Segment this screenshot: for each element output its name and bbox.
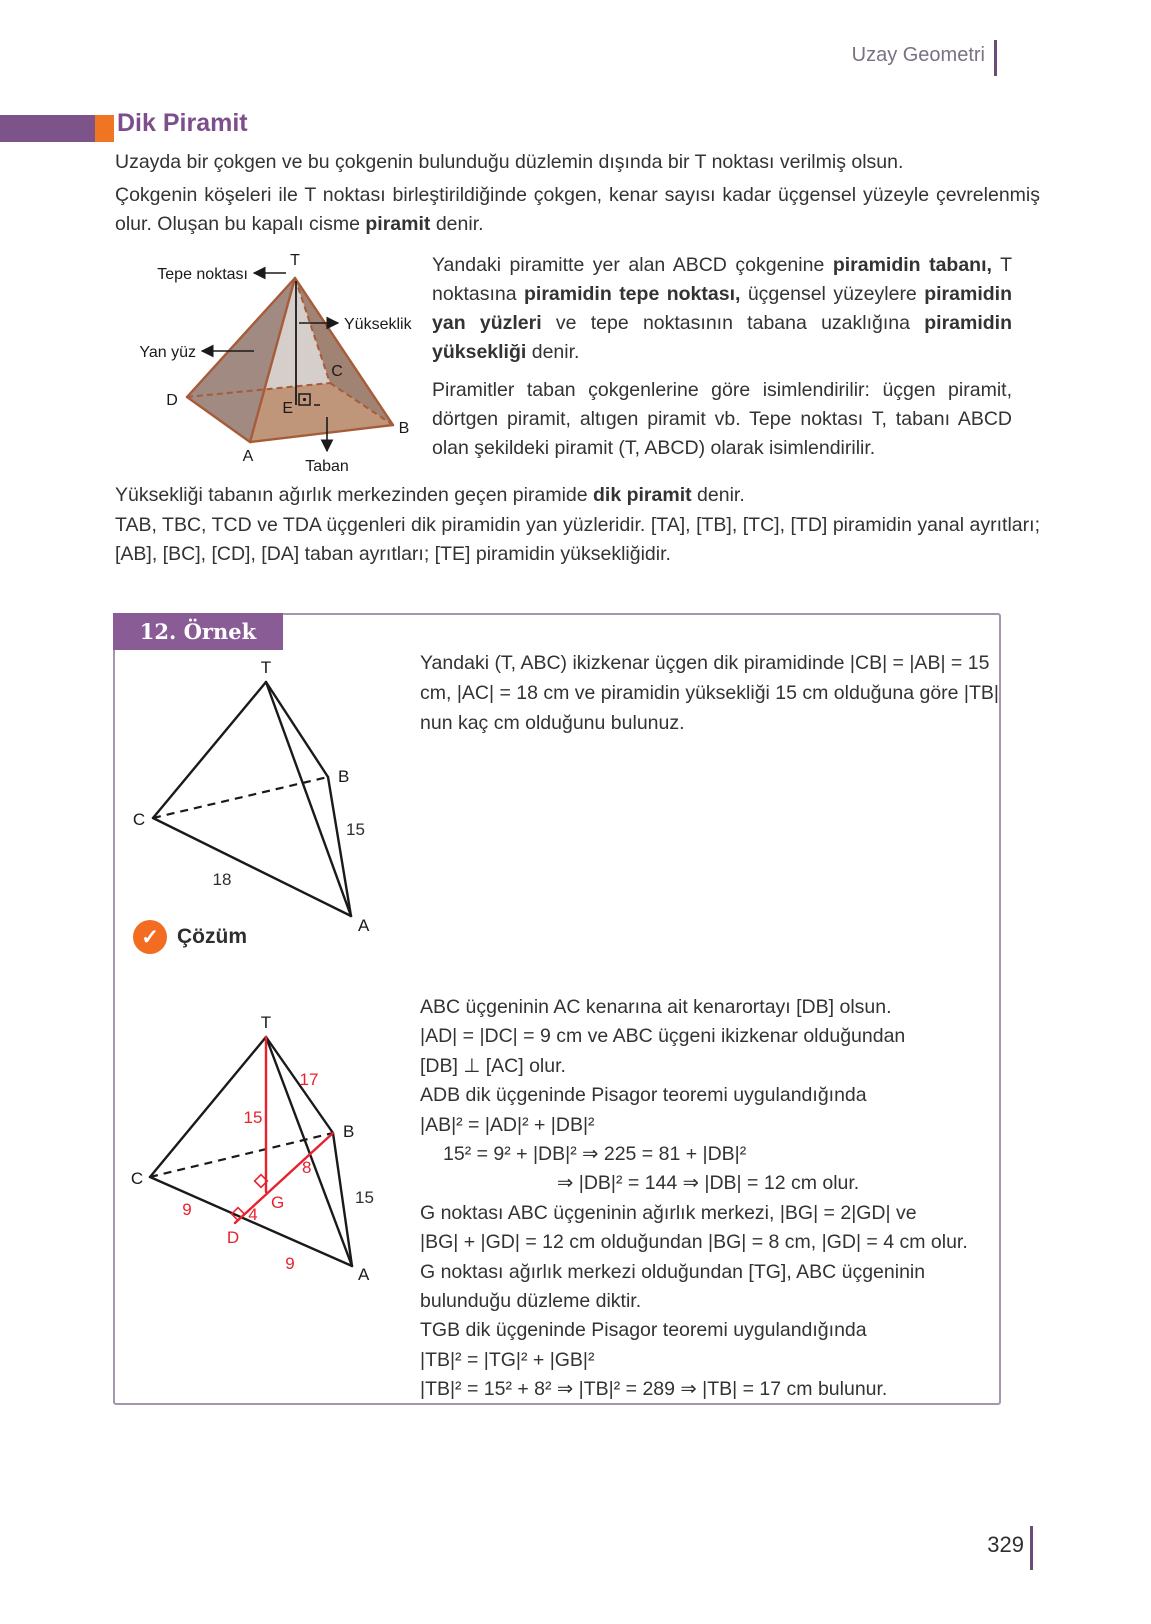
example-figure — [125, 635, 425, 935]
ex-vertex-C: C — [132, 810, 146, 829]
intro-p2-text: Çokgenin köşeleri ile T noktası birleştirildiğinde çokgen, kenar sayısı kadar üçgensel yüzeyle çevrelenmiş olur. Oluşan bu kapalı cisme — [115, 184, 1040, 235]
solution-line: |AB|² = |AD|² + |DB|² — [420, 1113, 595, 1136]
solution-line: |BG| + |GD| = 12 cm olduğundan |BG| = 8 cm, |GD| = 4 cm olur. — [420, 1231, 968, 1254]
vertex-A-label: A — [242, 448, 254, 465]
intro-paragraph-1: Uzayda bir çokgen ve bu çokgenin bulunduğu düzlemin dışında bir T noktası verilmiş olsun. — [115, 151, 904, 173]
ex-vertex-T: T — [260, 658, 272, 677]
side-callout-label: Yan yüz — [139, 344, 196, 361]
def-bold-yanyuz: piramidin yan yüzleri — [432, 283, 1012, 334]
solution-line: ADB dik üçgeninde Pisagor teoremi uygulandığında — [420, 1084, 867, 1107]
dik-text-1: Yüksekliği tabanın ağırlık merkezinden geçen piramide — [115, 484, 594, 506]
intro-paragraph-2 — [115, 181, 1040, 239]
sol-vertex-C: C — [130, 1169, 144, 1188]
solution-line: 15² = 9² + |DB|² ⇒ 225 = 81 + |DB|² — [443, 1143, 747, 1166]
section-accent-square — [95, 115, 114, 142]
header-divider-bar — [994, 40, 997, 76]
ex-vertex-B: B — [338, 767, 350, 786]
def-text-2: T noktasına — [432, 254, 1012, 305]
naming-paragraph: Piramitler taban çokgenlerine göre isimlendirilir: üçgen piramit, dörtgen piramit, altıgen piramit vb. Tepe noktası T, tabanı ABCD olan şekildeki piramit (T, ABCD) olarak isimlendirilir. — [432, 379, 1012, 459]
ex-vertex-A: A — [358, 916, 370, 935]
edges-paragraph: TAB, TBC, TCD ve TDA üçgenleri dik piramidin yan yüzleridir. [TA], [TB], [TC], [TD] piramidin yanal ayrıtları; [AB], [BC], [CD], [DA] taban ayrıtları; [TE] piramidin yüksekliğidir. — [115, 514, 1040, 565]
sol-measure-dg: 4 — [248, 1205, 258, 1224]
ex-edge-CT — [153, 682, 266, 818]
def-bold-yukseklik: piramidin yüksekliği — [432, 312, 1012, 363]
chapter-header: Uzay Geometri — [851, 44, 985, 66]
sol-edge-AB — [333, 1133, 352, 1266]
height-callout-label: Yükseklik — [344, 316, 412, 333]
intro-p2-tail: denir. — [430, 213, 484, 235]
solution-line: G noktası ABC üçgeninin ağırlık merkezi, |BG| = 2|GD| ve — [420, 1201, 917, 1224]
definition-paragraph — [432, 251, 1012, 367]
section-title: Dik Piramit — [117, 109, 248, 137]
solution-line: |TB|² = |TG|² + |GB|² — [420, 1348, 595, 1371]
sol-vertex-D: D — [226, 1228, 240, 1247]
pyramid-figure — [112, 245, 442, 477]
vertex-D-label: D — [166, 392, 178, 409]
solution-line: G noktası ağırlık merkezi olduğundan [TG], ABC üçgeninin — [420, 1260, 926, 1283]
sol-vertex-G: G — [271, 1193, 285, 1212]
def-text-3: üçgensel yüzeylere — [740, 283, 925, 305]
solution-line: ⇒ |DB|² = 144 ⇒ |DB| = 12 cm olur. — [557, 1172, 860, 1195]
check-icon: ✓ — [133, 920, 167, 954]
dik-piramit-paragraph — [115, 481, 1040, 510]
sol-vertex-A: A — [358, 1265, 370, 1283]
ex-measure-ab: 15 — [346, 820, 365, 839]
sol-measure-tb: 17 — [299, 1070, 319, 1089]
sol-edge-CT — [150, 1037, 266, 1177]
right-angle-dot — [303, 398, 306, 401]
solution-line: ABC üçgeninin AC kenarına ait kenarortayı [DB] olsun. — [420, 996, 892, 1018]
sol-measure-ab: 15 — [355, 1188, 374, 1207]
dik-text-2: denir. — [691, 484, 745, 506]
def-bold-taban: piramidin tabanı, — [832, 254, 992, 276]
ex-measure-ca: 18 — [212, 870, 232, 889]
solution-heading — [133, 920, 247, 954]
vertex-E-label: E — [282, 400, 293, 417]
sol-vertex-T: T — [260, 1013, 272, 1032]
page-number-bar — [1030, 1526, 1033, 1570]
example-problem-text: Yandaki (T, ABC) ikizkenar üçgen dik piramidinde |CB| = |AB| = 15 cm, |AC| = 18 cm ve piramidin yüksekliği 15 cm olduğuna göre |TB| nun kaç cm olduğunu bulunuz. — [420, 652, 999, 734]
def-text-5: denir. — [526, 341, 580, 363]
def-text-4: ve tepe noktasının tabana uzaklığına — [541, 312, 925, 334]
vertex-B-label: B — [398, 420, 410, 437]
intro-p2-bold: piramit — [365, 213, 431, 235]
apex-callout-label: Tepe noktası — [157, 266, 248, 283]
sol-measure-tg: 15 — [243, 1108, 263, 1127]
solution-line: bulunduğu düzleme diktir. — [420, 1290, 642, 1313]
def-bold-tepe: piramidin tepe noktası, — [524, 283, 741, 305]
solution-heading-label: Çözüm — [177, 925, 247, 948]
sol-measure-gb: 8 — [302, 1158, 312, 1177]
solution-line: TGB dik üçgeninde Pisagor teoremi uygulandığında — [420, 1319, 867, 1342]
vertex-T-label: T — [290, 252, 300, 269]
example-tab: 12. Örnek — [113, 613, 283, 650]
vertex-C-label: C — [331, 363, 343, 380]
section-accent-bar — [0, 115, 95, 142]
def-text-1: Yandaki piramitte yer alan ABCD çokgenine — [432, 254, 833, 276]
page-number: 329 — [987, 1532, 1024, 1557]
base-callout-label: Taban — [305, 458, 349, 475]
ex-edge-TB — [266, 682, 328, 777]
solution-line: |TB|² = 15² + 8² ⇒ |TB|² = 289 ⇒ |TB| = 17 cm bulunur. — [420, 1378, 888, 1401]
solution-text — [420, 993, 1002, 1405]
sol-measure-da: 9 — [285, 1254, 295, 1273]
dik-bold: dik piramit — [593, 484, 692, 506]
sol-vertex-B: B — [343, 1122, 355, 1141]
ex-edge-AB — [328, 777, 351, 916]
sol-measure-cd: 9 — [182, 1200, 192, 1219]
solution-line: [DB] ⊥ [AC] olur. — [420, 1054, 566, 1077]
solution-figure — [125, 975, 425, 1283]
solution-line: |AD| = |DC| = 9 cm ve ABC üçgeni ikizkenar olduğundan — [420, 1025, 906, 1048]
